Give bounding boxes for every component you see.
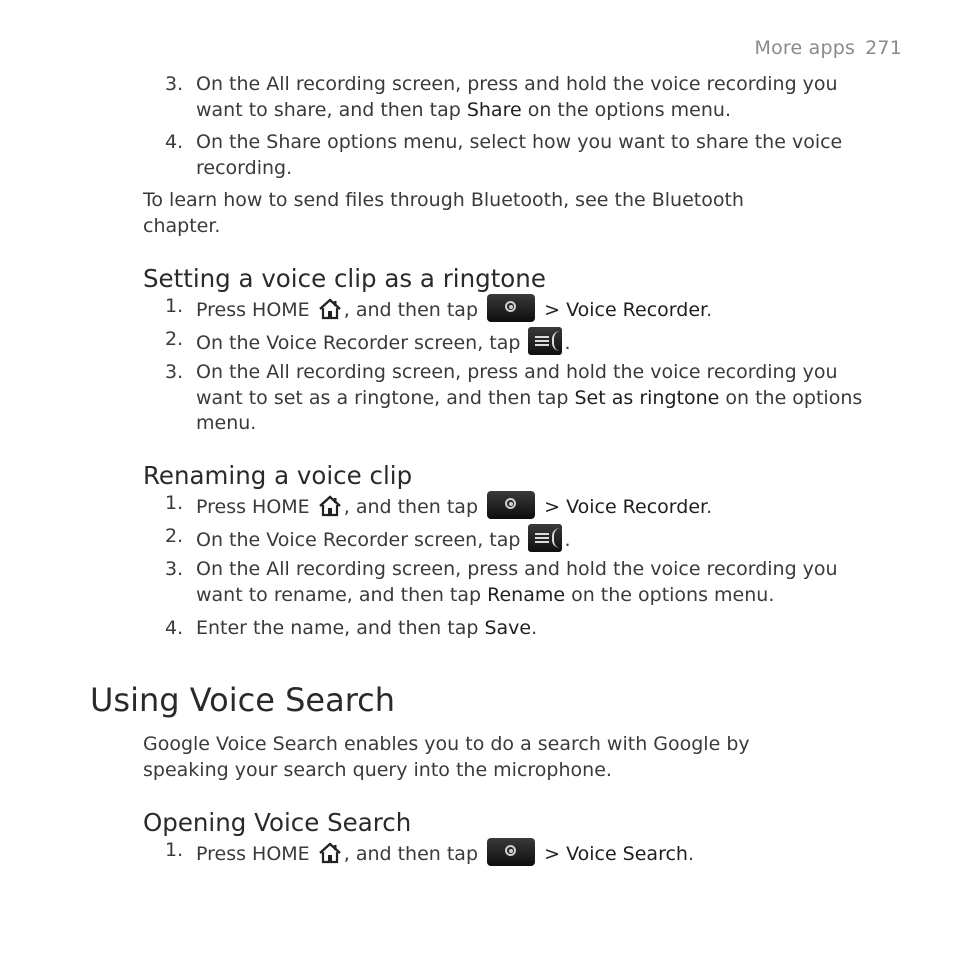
- section-heading: Setting a voice clip as a ringtone: [143, 264, 546, 293]
- bluetooth-note: To learn how to send files through Bluetooth, see the Bluetooth chapter.: [143, 189, 744, 237]
- page-header: [755, 37, 902, 59]
- step-number: 1.: [165, 492, 184, 514]
- page-number: 271: [865, 37, 902, 59]
- all-apps-icon: [487, 491, 535, 519]
- step-text: On the Share options menu, select how you want to share the voice recording.: [196, 131, 843, 179]
- section-name: More apps: [754, 37, 856, 59]
- step-text: On the All recording screen, press and hold the voice recording you want to share, and then tap Share on the options menu.: [196, 73, 838, 121]
- section-heading: Renaming a voice clip: [143, 461, 413, 490]
- step-number: 1.: [165, 295, 184, 317]
- home-icon: [318, 842, 342, 864]
- all-apps-icon: [487, 294, 535, 322]
- step-number: 3.: [165, 361, 184, 383]
- step-text: Press HOME , and then tap > Voice Recorder.: [196, 491, 886, 521]
- step-text: On the Voice Recorder screen, tap .: [196, 327, 886, 357]
- step-text: Press HOME , and then tap > Voice Recorder.: [196, 294, 886, 324]
- step-number: 1.: [165, 839, 184, 861]
- step-text: On the Voice Recorder screen, tap .: [196, 524, 886, 554]
- ui-term: > Voice Recorder: [544, 299, 707, 321]
- ui-term: > Voice Search: [544, 843, 688, 865]
- menu-icon: [528, 327, 562, 355]
- ui-term: Save: [484, 617, 532, 639]
- step-number: 3.: [165, 558, 184, 580]
- ui-term: Share: [466, 98, 522, 121]
- step-number: 2.: [165, 328, 184, 350]
- chapter-heading: Using Voice Search: [90, 681, 396, 719]
- section-heading: Opening Voice Search: [143, 808, 412, 837]
- step-text: On the All recording screen, press and hold the voice recording you want to set as a ringtone, and then tap Set as ringtone on the options menu.: [196, 361, 863, 434]
- all-apps-icon: [487, 838, 535, 866]
- step-text: Enter the name, and then tap Save.: [196, 617, 538, 639]
- home-icon: [318, 495, 342, 517]
- step-number: 2.: [165, 525, 184, 547]
- ui-term: Rename: [487, 583, 566, 606]
- intro-paragraph: Google Voice Search enables you to do a search with Google by speaking your search query into the microphone.: [143, 733, 750, 781]
- home-icon: [318, 298, 342, 320]
- step-number: 4.: [165, 617, 184, 639]
- ui-term: > Voice Recorder: [544, 496, 707, 518]
- step-text: On the All recording screen, press and hold the voice recording you want to rename, and then tap Rename on the options menu.: [196, 558, 838, 606]
- step-number: 4.: [165, 131, 184, 153]
- step-text: Press HOME , and then tap > Voice Search.: [196, 838, 886, 868]
- menu-icon: [528, 524, 562, 552]
- ui-term: Set as ringtone: [574, 386, 720, 409]
- step-number: 3.: [165, 73, 184, 95]
